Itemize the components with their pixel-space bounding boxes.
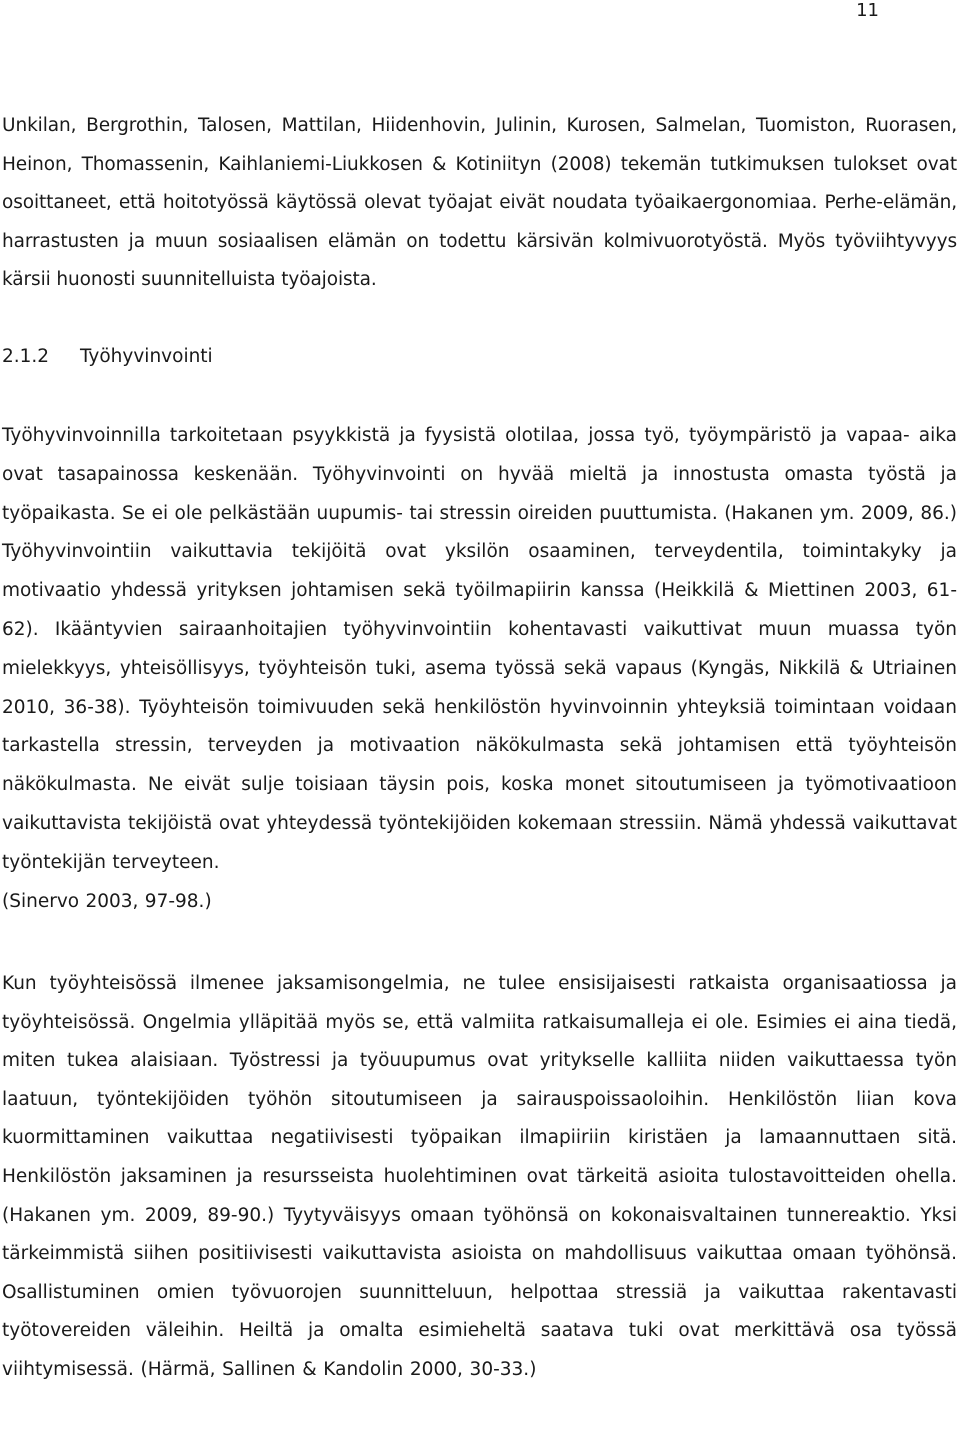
paragraph-text: Unkilan, Bergrothin, Talosen, Mattilan, Hiidenhovin, Julinin, Kurosen, Salmelan, Tuomiston, Ruorasen, Heinon, Thomassenin, Kaihlaniemi-Liukkosen & Kotiniityn (2008) tekemän tutkimuksen tulokset ovat osoittaneet, että hoitotyössä käytössä olevat työajat eivät noudata työaikaergonomiaa. Perhe-elämän, harrastusten ja muun sosiaalisen elämän on todettu kärsivän kolmivuorotyöstä. Myös työviihtyvyys kärsii huonosti suunnitelluista työajoista.	[2, 115, 957, 291]
coping-paragraph	[2, 965, 957, 1390]
section-number: 2.1.2	[2, 346, 50, 367]
section-heading	[2, 338, 213, 376]
paragraph-text: Työhyvinvoinnilla tarkoitetaan psyykkistä ja fyysistä olotilaa, jossa työ, työympäristö ja vapaa- aika ovat tasapainossa keskenään. Työhyvinvointi on hyvää mieltä ja innostusta omasta työstä ja työpaikasta. Se ei ole pelkästään uupumis- tai stressin oireiden puuttumista. (Hakanen ym. 2009, 86.) Työhyvinvointiin vaikuttavia tekijöitä ovat yksilön osaaminen, terveydentila, toimintakyky ja motivaatio yhdessä yrityksen johtamisen sekä työilmapiirin kanssa (Heikkilä & Miettinen 2003, 61- 62). Ikääntyvien sairaanhoitajien työhyvinvointiin kohentavasti vaikuttivat muun muassa työn mielekkyys, yhteisöllisyys, työyhteisön tuki, asema työssä sekä vapaus (Kyngäs, Nikkilä & Utriainen 2010, 36-38). Työyhteisön toimivuuden sekä henkilöstön hyvinvoinnin yhteyksiä toimintaan voidaan tarkastella stressin, terveyden ja motivaation näkökulmasta sekä johtamisen että työyhteisön näkökulmasta. Ne eivät sulje toisiaan täysin pois, koska monet sitoutumiseen ja työmotivaatioon vaikuttavista tekijöistä ovat yhteydessä työntekijöiden kokemaan stressiin. Nämä yhdessä vaikuttavat työntekijän terveyteen.	[2, 425, 957, 873]
page-number: 11	[856, 0, 879, 21]
wellbeing-paragraph	[2, 417, 957, 921]
paragraph-text: Kun työyhteisössä ilmenee jaksamisongelmia, ne tulee ensisijaisesti ratkaista organisaatiossa ja työyhteisössä. Ongelmia ylläpitää myös se, että valmiita ratkaisumalleja ei ole. Esimies ei aina tiedä, miten tukea alaisiaan. Työstressi ja työuupumus ovat yritykselle kalliita niiden vaikuttaessa työn laatuun, työntekijöiden työhön sitoutumiseen ja sairauspoissaoloihin. Henkilöstön liian kova kuormittaminen vaikuttaa negatiivisesti työpaikan ilmapiiriin kiristäen ja lamaannuttaen sitä. Henkilöstön jaksaminen ja resursseista huolehtiminen ovat tärkeitä asioita tulostavoitteiden ohella. (Hakanen ym. 2009, 89-90.) Tyytyväisyys omaan työhönsä on kokonaisvaltainen tunnereaktio. Yksi tärkeimmistä siihen positiivisesti vaikuttavista asioista on mahdollisuus vaikuttaa omaan työhönsä. Osallistuminen omien työvuorojen suunnitteluun, helpottaa stressiä ja vaikuttaa rakentavasti työtovereiden väleihin. Heiltä ja omalta esimieheltä saatava tuki ovat merkittävä osa työssä viihtymisessä. (Härmä, Sallinen & Kandolin 2000, 30-33.)	[2, 973, 957, 1380]
section-title: Työhyvinvointi	[80, 346, 213, 367]
intro-paragraph	[2, 107, 957, 300]
paragraph-citation: (Sinervo 2003, 97-98.)	[2, 890, 212, 912]
